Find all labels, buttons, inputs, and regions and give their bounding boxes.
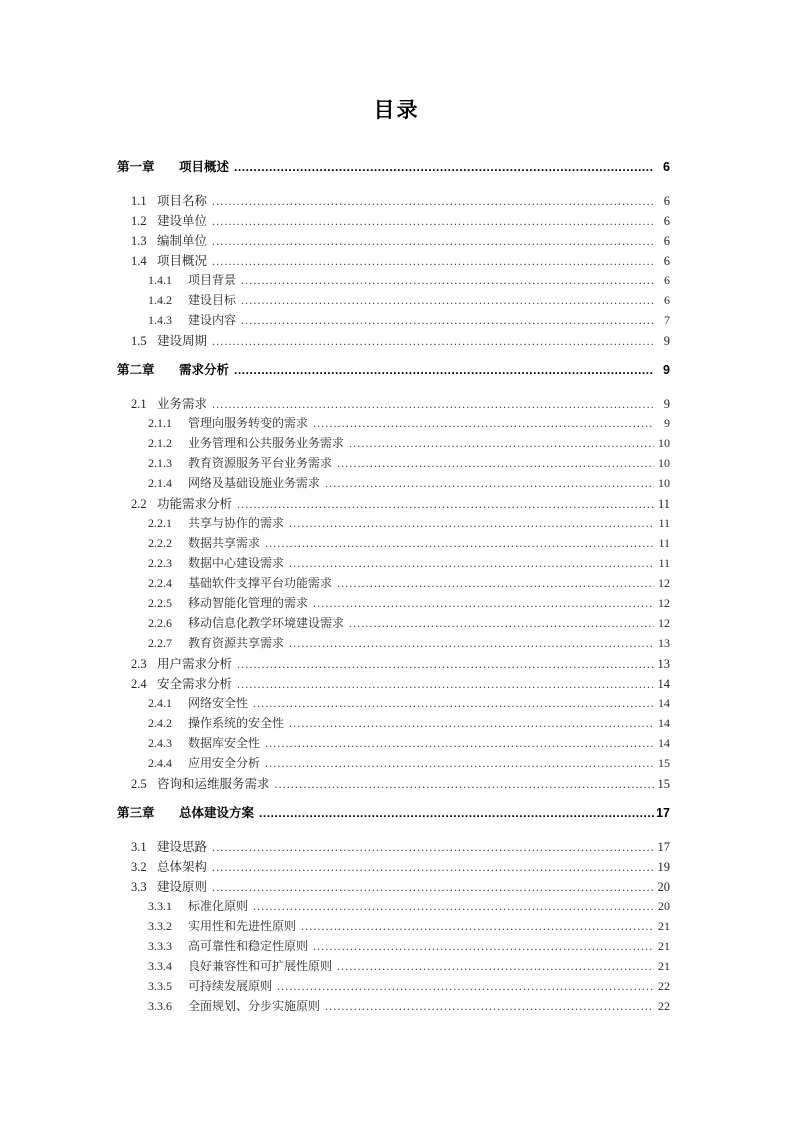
toc-entry[interactable] — [148, 594, 670, 614]
toc-entry-label: 数据库安全性 — [188, 736, 261, 750]
toc-entry-label: 数据中心建设需求 — [188, 556, 285, 570]
toc-entry[interactable] — [148, 614, 670, 634]
toc-entry-number: 3.1 — [131, 840, 147, 854]
dot-leader — [349, 617, 654, 629]
toc-entry-label: 需求分析 — [179, 363, 230, 377]
toc-entry-label: 良好兼容性和可扩展性原则 — [188, 959, 333, 973]
toc-entry-label: 项目名称 — [157, 194, 208, 208]
toc-entry-page-number: 21 — [658, 919, 670, 933]
toc-entry-label: 移动智能化管理的需求 — [188, 596, 309, 610]
toc-entry-label: 安全需求分析 — [157, 677, 233, 691]
toc-entry-number: 2.2.6 — [148, 616, 172, 630]
toc-entry-number: 1.2 — [131, 214, 147, 228]
toc-entry-label: 总体建设方案 — [179, 806, 255, 820]
toc-entry[interactable] — [148, 574, 670, 594]
dot-leader — [277, 980, 654, 992]
toc-entry[interactable] — [148, 454, 670, 474]
dot-leader — [275, 778, 654, 791]
toc-entry[interactable] — [148, 957, 670, 977]
toc-entry-label: 功能需求分析 — [157, 497, 233, 511]
toc-entry-label: 网络安全性 — [188, 696, 249, 710]
toc-entry-number: 2.2.7 — [148, 636, 172, 650]
toc-entry[interactable] — [148, 291, 670, 311]
toc-entry-number: 3.2 — [131, 860, 147, 874]
toc-entry[interactable] — [148, 271, 670, 291]
toc-entry-label: 业务需求 — [157, 397, 208, 411]
toc-entry-page-number: 17 — [657, 840, 670, 854]
toc-entry-number: 1.3 — [131, 234, 147, 248]
dot-leader — [241, 294, 654, 306]
toc-entry-page-number: 10 — [658, 456, 670, 470]
toc-entry-number: 2.4.1 — [148, 696, 172, 710]
toc-entry[interactable] — [131, 774, 670, 794]
toc-entry-label: 项目背景 — [188, 273, 237, 287]
toc-entry[interactable] — [148, 514, 670, 534]
dot-leader — [212, 215, 654, 228]
toc-entry-page-number: 6 — [663, 194, 670, 208]
toc-entry-page-number: 6 — [663, 234, 670, 248]
toc-entry-label: 高可靠性和稳定性原则 — [188, 939, 309, 953]
toc-entry-number: 1.4.1 — [148, 273, 172, 287]
toc-entry-label: 实用性和先进性原则 — [188, 919, 297, 933]
toc-entry-page-number: 21 — [658, 939, 670, 953]
toc-entry-page-number: 15 — [657, 777, 670, 791]
toc-entry-number: 第三章 — [117, 806, 155, 820]
toc-entry-number: 2.4 — [131, 677, 147, 691]
toc-entry-page-number: 11 — [657, 497, 670, 511]
toc-entry-page-number: 14 — [658, 736, 670, 750]
toc-entry[interactable] — [131, 231, 670, 251]
toc-entry-page-number: 13 — [658, 636, 670, 650]
dot-leader — [212, 881, 654, 894]
toc-entry-label: 标准化原则 — [188, 899, 249, 913]
toc-entry-page-number: 22 — [658, 999, 670, 1013]
toc-entry[interactable] — [148, 474, 670, 494]
toc-entry-label: 项目概况 — [157, 254, 208, 268]
toc-entry-label: 移动信息化教学环境建设需求 — [188, 616, 345, 630]
toc-entry-label: 建设内容 — [188, 313, 237, 327]
toc-entry-number: 2.4.2 — [148, 716, 172, 730]
toc-entry-page-number: 7 — [664, 313, 670, 327]
toc-entry-label: 共享与协作的需求 — [188, 516, 285, 530]
toc-entry-number: 2.2.3 — [148, 556, 172, 570]
toc-entry-label: 建设思路 — [157, 840, 208, 854]
toc-entry-page-number: 6 — [663, 254, 670, 268]
toc-entry[interactable] — [148, 734, 670, 754]
toc-entry[interactable] — [148, 714, 670, 734]
dot-leader — [259, 807, 654, 820]
toc-entry-label: 全面规划、分步实施原则 — [188, 999, 321, 1013]
dot-leader — [241, 314, 654, 326]
toc-entry-label: 基础软件支撑平台功能需求 — [188, 576, 333, 590]
toc-entry-number: 3.3.4 — [148, 959, 172, 973]
toc-entry-page-number: 12 — [658, 576, 670, 590]
dot-leader — [301, 920, 654, 932]
toc-entry-label: 操作系统的安全性 — [188, 716, 285, 730]
toc-entry-number: 2.4.4 — [148, 756, 172, 770]
toc-entry[interactable] — [148, 897, 670, 917]
toc-entry-number: 3.3.2 — [148, 919, 172, 933]
dot-leader — [289, 637, 654, 649]
toc-entry-page-number: 9 — [663, 334, 670, 348]
toc-entry-label: 编制单位 — [157, 234, 208, 248]
dot-leader — [212, 841, 654, 854]
dot-leader — [253, 697, 654, 709]
toc-entry-number: 1.4 — [131, 254, 147, 268]
toc-entry-page-number: 9 — [663, 363, 670, 377]
dot-leader — [212, 195, 654, 208]
toc-entry-page-number: 17 — [656, 806, 670, 820]
dot-leader — [237, 678, 654, 691]
dot-leader — [313, 597, 654, 609]
toc-entry-page-number: 10 — [658, 476, 670, 490]
toc-entry-page-number: 6 — [663, 160, 670, 174]
toc-entry-label: 用户需求分析 — [157, 657, 233, 671]
toc-entry-number: 3.3.1 — [148, 899, 172, 913]
toc-entry[interactable] — [131, 857, 670, 877]
dot-leader — [337, 577, 654, 589]
toc-entry-number: 1.5 — [131, 334, 147, 348]
toc-entry-page-number: 12 — [658, 596, 670, 610]
dot-leader — [234, 161, 654, 174]
toc-entry[interactable] — [148, 434, 670, 454]
toc-entry-number: 1.4.2 — [148, 293, 172, 307]
toc-entry-number: 2.4.3 — [148, 736, 172, 750]
dot-leader — [349, 437, 654, 449]
toc-entry-page-number: 14 — [658, 716, 670, 730]
toc-entry[interactable] — [148, 997, 670, 1017]
toc-entry[interactable] — [148, 534, 670, 554]
toc-entry[interactable] — [131, 211, 670, 231]
toc-entry[interactable] — [148, 917, 670, 937]
toc-entry-number: 3.3.6 — [148, 999, 172, 1013]
toc-entry-page-number: 6 — [664, 293, 670, 307]
toc-entry-number: 1.4.3 — [148, 313, 172, 327]
toc-entry-page-number: 21 — [658, 959, 670, 973]
dot-leader — [234, 364, 654, 377]
toc-entry-page-number: 10 — [658, 436, 670, 450]
toc-entry-label: 项目概述 — [179, 160, 230, 174]
toc-entry-number: 1.1 — [131, 194, 147, 208]
toc-entry-page-number: 11 — [658, 536, 670, 550]
toc-entry-page-number: 6 — [664, 273, 670, 287]
toc-entry[interactable] — [148, 554, 670, 574]
dot-leader — [337, 457, 654, 469]
toc-entry[interactable] — [131, 191, 670, 211]
dot-leader — [265, 537, 654, 549]
toc-entry[interactable] — [131, 394, 670, 414]
toc-entry[interactable] — [131, 331, 670, 351]
dot-leader — [313, 940, 654, 952]
toc-entry[interactable] — [148, 754, 670, 774]
toc-entry-number: 第一章 — [117, 160, 155, 174]
toc-entry-number: 2.2.4 — [148, 576, 172, 590]
toc-entry[interactable] — [148, 977, 670, 997]
toc-entry-label: 建设单位 — [157, 214, 208, 228]
dot-leader — [241, 274, 654, 286]
toc-entry[interactable] — [131, 837, 670, 857]
toc-entry-number: 2.2.2 — [148, 536, 172, 550]
toc-entry-number: 第二章 — [117, 363, 155, 377]
dot-leader — [253, 900, 654, 912]
toc-entry[interactable] — [148, 694, 670, 714]
toc-entry-page-number: 15 — [658, 756, 670, 770]
toc-entry-page-number: 9 — [663, 397, 670, 411]
dot-leader — [212, 861, 654, 874]
toc-entry[interactable] — [148, 414, 670, 434]
toc-entry-page-number: 22 — [658, 979, 670, 993]
dot-leader — [237, 498, 654, 511]
dot-leader — [313, 417, 654, 429]
toc-entry-label: 咨询和运维服务需求 — [157, 777, 270, 791]
toc-entry[interactable] — [117, 803, 670, 828]
toc-entry-label: 业务管理和公共服务业务需求 — [188, 436, 345, 450]
toc-entry-number: 2.1.1 — [148, 416, 172, 430]
toc-entry-label: 总体架构 — [157, 860, 208, 874]
toc-entry-number: 3.3.3 — [148, 939, 172, 953]
dot-leader — [212, 255, 654, 268]
toc-entry-label: 建设原则 — [157, 880, 208, 894]
toc-entry-number: 2.1.3 — [148, 456, 172, 470]
toc-entry-page-number: 20 — [657, 880, 670, 894]
toc-entry[interactable] — [117, 360, 670, 385]
dot-leader — [325, 477, 654, 489]
toc-entry[interactable] — [148, 311, 670, 331]
toc-entry-label: 数据共享需求 — [188, 536, 261, 550]
page-title: 目录 — [373, 99, 420, 122]
toc-entry-number: 2.2 — [131, 497, 147, 511]
toc-entry-page-number: 20 — [658, 899, 670, 913]
toc-entry-page-number: 11 — [658, 516, 670, 530]
toc-entry[interactable] — [131, 251, 670, 271]
toc-entry-page-number: 19 — [657, 860, 670, 874]
toc-entry-number: 2.3 — [131, 657, 147, 671]
table-of-contents — [0, 121, 793, 1017]
toc-entry-label: 网络及基础设施业务需求 — [188, 476, 321, 490]
dot-leader — [289, 717, 654, 729]
toc-entry-page-number: 11 — [658, 556, 670, 570]
toc-entry-number: 3.3 — [131, 880, 147, 894]
toc-entry-label: 应用安全分析 — [188, 756, 261, 770]
toc-entry[interactable] — [117, 157, 670, 182]
dot-leader — [212, 398, 654, 411]
toc-entry-label: 建设目标 — [188, 293, 237, 307]
dot-leader — [337, 960, 654, 972]
toc-entry-page-number: 9 — [664, 416, 670, 430]
toc-entry-number: 3.3.5 — [148, 979, 172, 993]
toc-entry-label: 教育资源服务平台业务需求 — [188, 456, 333, 470]
dot-leader — [212, 335, 654, 348]
dot-leader — [325, 1000, 654, 1012]
toc-entry[interactable] — [131, 674, 670, 694]
toc-entry[interactable] — [148, 937, 670, 957]
toc-entry-label: 教育资源共享需求 — [188, 636, 285, 650]
dot-leader — [289, 557, 654, 569]
toc-entry-label: 可持续发展原则 — [188, 979, 273, 993]
toc-entry-label: 建设周期 — [157, 334, 208, 348]
toc-entry-page-number: 14 — [658, 696, 670, 710]
toc-entry-number: 2.1 — [131, 397, 147, 411]
toc-entry[interactable] — [131, 877, 670, 897]
toc-entry-page-number: 6 — [663, 214, 670, 228]
toc-entry-number: 2.5 — [131, 777, 147, 791]
toc-entry-page-number: 12 — [658, 616, 670, 630]
toc-entry-label: 管理向服务转变的需求 — [188, 416, 309, 430]
dot-leader — [265, 737, 654, 749]
toc-entry-number: 2.2.5 — [148, 596, 172, 610]
dot-leader — [265, 757, 654, 769]
toc-entry-number: 2.2.1 — [148, 516, 172, 530]
toc-entry[interactable] — [148, 634, 670, 654]
toc-entry-number: 2.1.4 — [148, 476, 172, 490]
toc-entry[interactable] — [131, 494, 670, 514]
toc-entry-number: 2.1.2 — [148, 436, 172, 450]
dot-leader — [212, 235, 654, 248]
toc-entry[interactable] — [131, 654, 670, 674]
toc-entry-page-number: 13 — [657, 657, 670, 671]
dot-leader — [289, 517, 654, 529]
toc-entry-page-number: 14 — [657, 677, 670, 691]
dot-leader — [237, 658, 654, 671]
